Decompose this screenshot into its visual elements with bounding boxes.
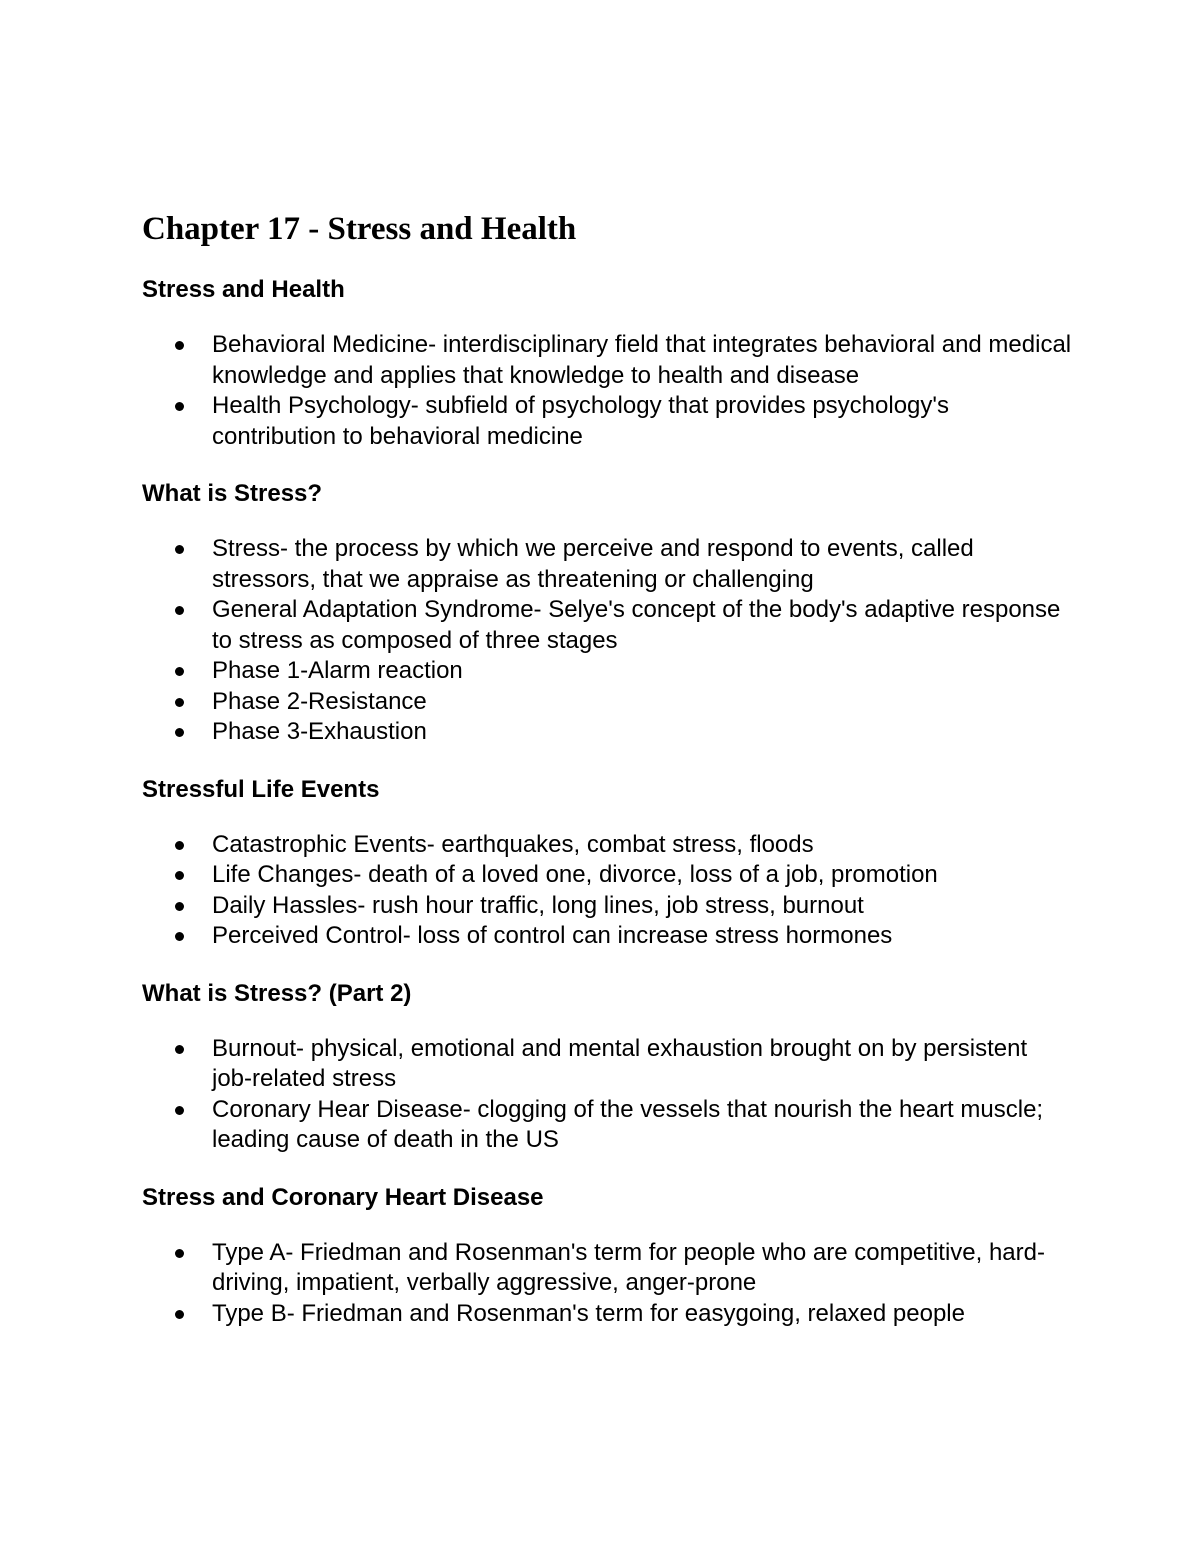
list-item-text: Phase 2-Resistance (212, 687, 427, 715)
list-item-text: Health Psychology- subfield of psychology that provides psychology's contribution to behavioral medicine (212, 392, 949, 450)
bullet-icon (175, 841, 184, 850)
list-item (142, 534, 1072, 595)
bullet-icon (175, 402, 184, 411)
bullet-list (142, 1034, 1072, 1156)
section-stress-and-coronary-heart-disease (142, 1182, 1072, 1330)
bullet-list (142, 330, 1072, 452)
bullet-list (142, 1238, 1072, 1330)
list-item-text: Life Changes- death of a loved one, divorce, loss of a job, promotion (212, 861, 938, 888)
list-item (142, 391, 1072, 452)
bullet-icon (175, 606, 184, 615)
list-item (142, 1238, 1072, 1299)
list-item-text: Catastrophic Events- earthquakes, combat stress, floods (212, 830, 814, 858)
bullet-icon (175, 932, 184, 941)
bullet-icon (175, 871, 184, 880)
list-item (142, 921, 1072, 952)
bullet-icon (175, 1045, 184, 1054)
bullet-list (142, 830, 1072, 952)
list-item (142, 595, 1072, 656)
list-item-text: General Adaptation Syndrome- Selye's concept of the body's adaptive response to stress as composed of three stages (212, 596, 1061, 654)
list-item (142, 830, 1072, 861)
list-item-text: Daily Hassles- rush hour traffic, long lines, job stress, burnout (212, 891, 864, 919)
section-heading: Stress and Coronary Heart Disease (142, 1183, 544, 1211)
bullet-icon (175, 698, 184, 707)
list-item (142, 860, 1072, 891)
chapter-title: Chapter 17 - Stress and Health (142, 211, 577, 247)
bullet-icon (175, 667, 184, 676)
section-heading: Stress and Health (142, 276, 345, 303)
document-page (142, 206, 1072, 1355)
section-what-is-stress-part-2 (142, 978, 1072, 1156)
list-item (142, 687, 1072, 718)
bullet-icon (175, 341, 184, 350)
bullet-icon (175, 545, 184, 554)
bullet-icon (175, 1249, 184, 1258)
list-item (142, 330, 1072, 391)
list-item-text: Burnout- physical, emotional and mental exhaustion brought on by persistent job-related stress (212, 1034, 1028, 1092)
list-item-text: Behavioral Medicine- interdisciplinary field that integrates behavioral and medical knowledge and applies that knowledge to health and disease (212, 331, 1072, 389)
list-item (142, 1034, 1072, 1095)
bullet-icon (175, 1106, 184, 1115)
list-item-text: Type B- Friedman and Rosenman's term for easygoing, relaxed people (212, 1299, 965, 1327)
list-item-text: Perceived Control- loss of control can increase stress hormones (212, 922, 893, 949)
bullet-icon (175, 728, 184, 737)
list-item (142, 891, 1072, 922)
list-item-text: Stress- the process by which we perceive and respond to events, called stressors, that we appraise as threatening or challenging (212, 535, 974, 593)
list-item-text: Phase 3-Exhaustion (212, 718, 427, 745)
section-stressful-life-events (142, 774, 1072, 952)
list-item (142, 656, 1072, 687)
section-heading: Stressful Life Events (142, 775, 380, 803)
list-item-text: Phase 1-Alarm reaction (212, 657, 463, 684)
list-item (142, 1299, 1072, 1330)
bullet-icon (175, 1310, 184, 1319)
list-item-text: Type A- Friedman and Rosenman's term for people who are competitive, hard-driving, impatient, verbally aggressive, anger-prone (212, 1238, 1045, 1296)
bullet-icon (175, 902, 184, 911)
list-item-text: Coronary Hear Disease- clogging of the vessels that nourish the heart muscle; leading cause of death in the US (212, 1095, 1044, 1153)
section-what-is-stress (142, 478, 1072, 748)
list-item (142, 717, 1072, 748)
section-stress-and-health (142, 274, 1072, 452)
section-heading: What is Stress? (Part 2) (142, 979, 412, 1007)
section-heading: What is Stress? (142, 480, 323, 507)
list-item (142, 1095, 1072, 1156)
bullet-list (142, 534, 1072, 748)
